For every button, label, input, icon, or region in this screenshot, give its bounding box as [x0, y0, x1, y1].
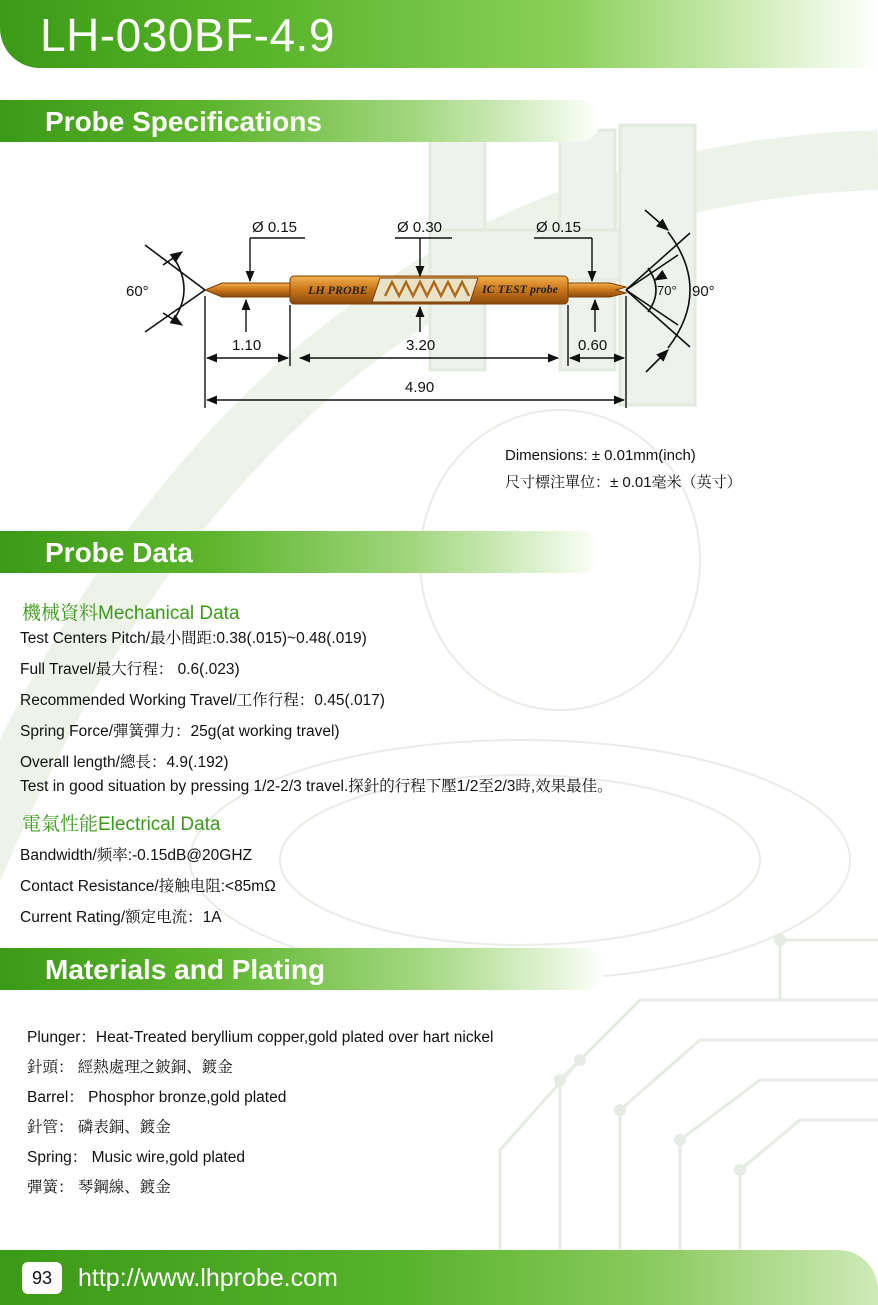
mechanical-line: Test in good situation by pressing 1/2-2/3 travel.探針的行程下壓1/2至2/3時,效果最佳。 — [20, 778, 613, 795]
length-c-label: 0.60 — [578, 337, 608, 354]
materials-line: 針頭： 經熱處理之鈹銅、鍍金 — [27, 1059, 233, 1076]
probe-drawing — [0, 0, 878, 520]
dimension-note-en: Dimensions: ± 0.01mm(inch) — [505, 447, 696, 464]
mechanical-line: Spring Force/彈簧彈力：25g(at working travel) — [20, 723, 340, 740]
left-plunger — [205, 283, 290, 297]
footer-url-link[interactable]: http://www.lhprobe.com — [78, 1264, 338, 1292]
mechanical-line: Test Centers Pitch/最小間距:0.38(.015)~0.48(.019) — [20, 630, 367, 647]
angle-right-outer-label: 90° — [692, 283, 715, 300]
materials-line: Plunger：Heat-Treated beryllium copper,gold plated over hart nickel — [27, 1029, 494, 1046]
diameter-left-label: Ø 0.15 — [252, 219, 298, 236]
section-title: Probe Data — [45, 537, 193, 568]
section-title: Materials and Plating — [45, 954, 326, 985]
right-plunger — [568, 283, 626, 297]
page-number: 93 — [22, 1262, 62, 1294]
length-b-label: 3.20 — [406, 337, 436, 354]
electrical-line: Bandwidth/频率:-0.15dB@20GHZ — [20, 847, 252, 864]
mechanical-heading: 機械資料Mechanical Data — [22, 603, 240, 624]
angle-right-inner-label: 70° — [657, 283, 677, 298]
page-title: LH-030BF-4.9 — [40, 9, 335, 61]
electrical-line: Current Rating/额定电流：1A — [20, 909, 222, 926]
length-a-label: 1.10 — [232, 337, 262, 354]
mechanical-line: Full Travel/最大行程： 0.6(.023) — [20, 661, 240, 678]
mechanical-line: Overall length/總長：4.9(.192) — [20, 754, 229, 771]
diameter-right-label: Ø 0.15 — [536, 219, 582, 236]
materials-line: Spring： Music wire,gold plated — [27, 1149, 245, 1166]
length-total-label: 4.90 — [405, 379, 435, 396]
materials-line: 彈簧： 琴鋼線、鍍金 — [27, 1179, 171, 1196]
mechanical-line: Recommended Working Travel/工作行程：0.45(.017) — [20, 692, 385, 709]
section-probe-data — [0, 531, 600, 573]
left-angle-marker — [145, 245, 205, 332]
materials-line: Barrel： Phosphor bronze,gold plated — [27, 1089, 287, 1106]
electrical-heading: 電氣性能Electrical Data — [22, 814, 221, 835]
angle-left-label: 60° — [126, 283, 149, 300]
materials-line: 針管： 磷表銅、鍍金 — [27, 1119, 171, 1136]
dimension-note-cn: 尺寸標注單位：± 0.01毫米（英寸） — [505, 474, 742, 491]
section-materials-plating — [0, 948, 605, 990]
barrel-label-lh-probe: LH PROBE — [308, 283, 368, 297]
barrel-label-ic-test: IC TEST probe — [482, 282, 559, 296]
diameter-mid-label: Ø 0.30 — [397, 219, 443, 236]
section-title: Probe Specifications — [45, 106, 322, 137]
electrical-line: Contact Resistance/接触电阻:<85mΩ — [20, 878, 276, 895]
